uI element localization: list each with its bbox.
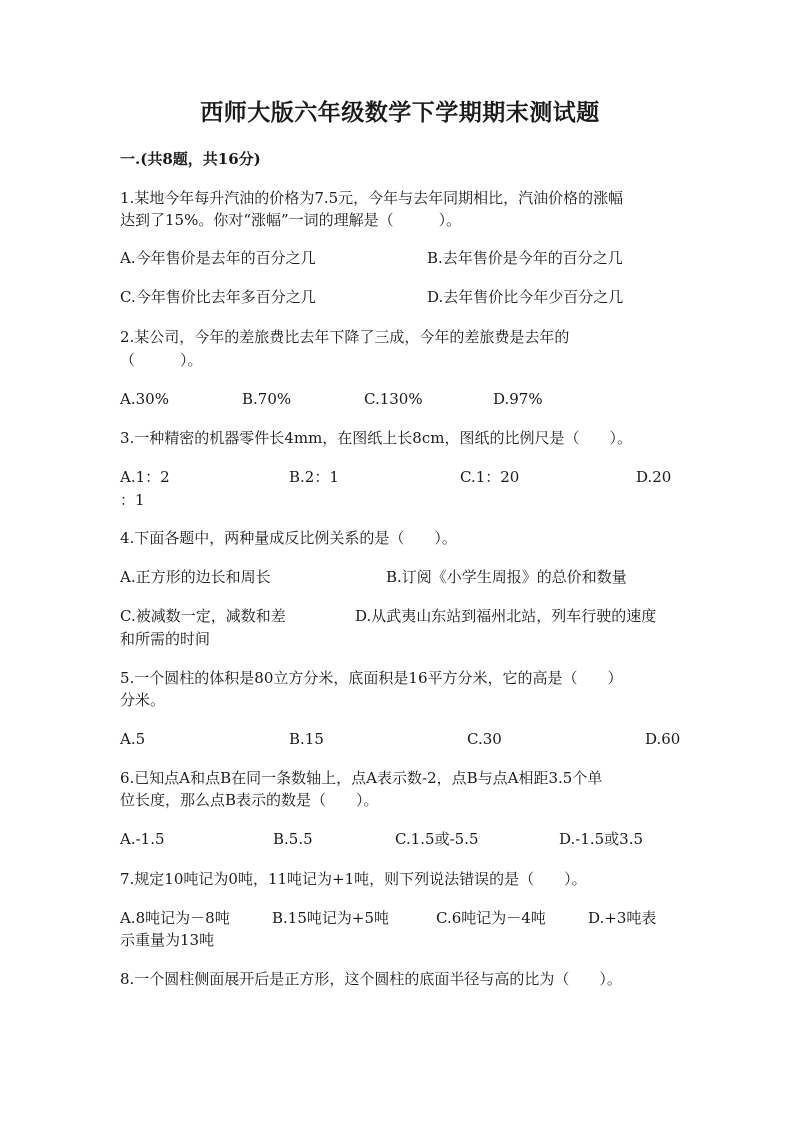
question-7-option-b: B.15吨记为+5吨 — [272, 909, 389, 927]
question-5-line-1: 5.一个圆柱的体积是80立方分米，底面积是16平方分米，它的高是（ ） — [120, 669, 623, 687]
question-4-line-1: 4.下面各题中，两种量成反比例关系的是（ ）。 — [120, 529, 457, 547]
question-5-option-c: C.30 — [467, 730, 502, 748]
question-6-line-1: 6.已知点A和点B在同一条数轴上，点A表示数-2，点B与点A相距3.5个单 — [120, 769, 603, 787]
question-6-option-b: B.5.5 — [273, 830, 313, 848]
question-3-option-c: C.1：20 — [460, 468, 520, 486]
page-title: 西师大版六年级数学下学期期末测试题 — [200, 99, 600, 126]
question-4-option-b: B.订阅《小学生周报》的总价和数量 — [386, 568, 627, 586]
question-6-option-c: C.1.5或-5.5 — [395, 830, 479, 848]
question-4-option-c: C.被减数一定，减数和差 — [120, 607, 286, 625]
question-5-option-b: B.15 — [289, 730, 324, 748]
question-3-line-1: 3.一种精密的机器零件长4mm，在图纸上长8cm，图纸的比例尺是（ ）。 — [120, 429, 632, 447]
question-2-option-a: A.30% — [120, 390, 169, 408]
question-4-option-d-continued: 和所需的时间 — [120, 630, 211, 648]
question-5-line-2: 分米。 — [120, 691, 166, 709]
question-8-line-1: 8.一个圆柱侧面展开后是正方形，这个圆柱的底面半径与高的比为（ ）。 — [120, 970, 622, 988]
section-heading: 一.(共8题，共16分) — [120, 150, 261, 168]
question-5-option-d: D.60 — [645, 730, 681, 748]
question-1-option-d: D.去年售价比今年少百分之几 — [427, 288, 624, 306]
question-5-option-a: A.5 — [120, 730, 146, 748]
question-7-option-d-continued: 示重量为13吨 — [120, 931, 215, 949]
question-2-option-d: D.97% — [493, 390, 543, 408]
question-2-line-1: 2.某公司，今年的差旅费比去年下降了三成，今年的差旅费是去年的 — [120, 328, 570, 346]
question-3-option-a: A.1：2 — [120, 468, 170, 486]
question-1-option-a: A.今年售价是去年的百分之几 — [120, 249, 316, 267]
question-4-option-d: D.从武夷山东站到福州北站，列车行驶的速度 — [355, 607, 657, 625]
question-2-line-2: （ ）。 — [120, 351, 203, 369]
question-3-option-d-continued: ：1 — [120, 491, 145, 509]
question-6-line-2: 位长度，那么点B表示的数是（ ）。 — [120, 791, 379, 809]
question-1-line-1: 1.某地今年每升汽油的价格为7.5元，今年与去年同期相比，汽油价格的涨幅 — [120, 189, 624, 207]
question-2-option-b: B.70% — [242, 390, 292, 408]
question-1-option-c: C.今年售价比去年多百分之几 — [120, 288, 316, 306]
question-6-option-d: D.-1.5或3.5 — [559, 830, 644, 848]
question-2-option-c: C.130% — [364, 390, 423, 408]
question-3-option-b: B.2：1 — [289, 468, 339, 486]
question-1-option-b: B.去年售价是今年的百分之几 — [427, 249, 623, 267]
question-1-line-2: 达到了15%。你对“涨幅”一词的理解是（ ）。 — [120, 211, 462, 229]
question-7-option-c: C.6吨记为－4吨 — [436, 909, 546, 927]
question-7-option-a: A.8吨记为－8吨 — [120, 909, 230, 927]
question-7-option-d: D.+3吨表 — [588, 909, 657, 927]
question-4-option-a: A.正方形的边长和周长 — [120, 568, 271, 586]
question-6-option-a: A.-1.5 — [120, 830, 165, 848]
question-3-option-d: D.20 — [636, 468, 672, 486]
question-7-line-1: 7.规定10吨记为0吨，11吨记为+1吨，则下列说法错误的是（ ）。 — [120, 870, 587, 888]
